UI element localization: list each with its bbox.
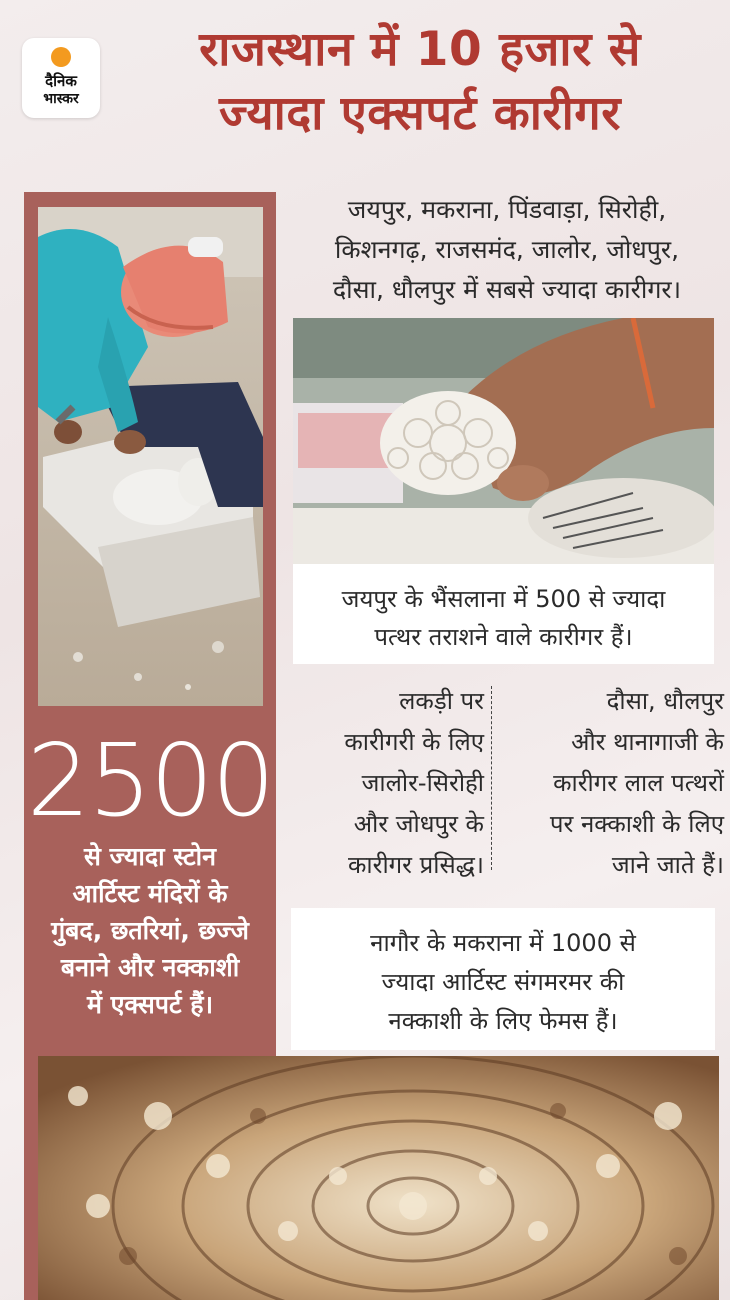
text-line: कारीगर लाल पत्थरों [553, 769, 724, 797]
text-line: दौसा, धौलपुर [606, 687, 724, 715]
stat-line: से ज्यादा स्टोन [83, 842, 216, 871]
stat-description [30, 838, 270, 1023]
artist-count: 2500 [26, 722, 274, 839]
text-line: जालोर-सिरोही [361, 769, 484, 797]
text-line: जाने जाते हैं। [611, 851, 724, 879]
column-divider [491, 686, 492, 870]
wood-carving-note [290, 681, 484, 886]
headline [115, 18, 725, 146]
stat-line: में एक्सपर्ट हैं। [86, 990, 214, 1019]
headline-line2: ज्यादा एक्सपर्ट कारीगर [218, 86, 621, 141]
bhainslana-info-box [293, 564, 714, 664]
carved-temple-ceiling-photo [38, 1056, 719, 1300]
text-line: नागौर के मकराना में 1000 से [370, 929, 636, 957]
stat-line: बनाने और नक्काशी [60, 953, 240, 982]
dainik-bhaskar-logo [22, 38, 100, 118]
makrana-info-box [291, 908, 715, 1050]
text-line: किशनगढ़, राजसमंद, जालोर, जोधपुर, [334, 235, 680, 264]
text-line: जयपुर, मकराना, पिंडवाड़ा, सिरोही, [347, 195, 667, 224]
text-line: जयपुर के भैंसलाना में 500 से ज्यादा [341, 585, 666, 613]
text-line: पर नक्काशी के लिए [549, 810, 724, 838]
sun-icon [51, 47, 71, 67]
headline-line1: राजस्थान में 10 हजार से [199, 22, 641, 77]
text-line: और थानागाजी के [571, 728, 724, 756]
text-line: दौसा, धौलपुर में सबसे ज्यादा कारीगर। [332, 275, 682, 304]
red-stone-note [498, 681, 724, 886]
stat-line: आर्टिस्ट मंदिरों के [72, 879, 228, 908]
logo-text-line2: भास्कर [43, 91, 79, 107]
logo-text-line1: दैनिक [45, 72, 77, 90]
text-line: ज्यादा आर्टिस्ट संगमरमर की [381, 968, 625, 996]
text-line: पत्थर तराशने वाले कारीगर हैं। [374, 623, 633, 651]
stat-line: गुंबद, छतरियां, छज्जे [51, 916, 249, 945]
carved-marble-ball-photo [293, 318, 714, 564]
text-line: कारीगर प्रसिद्ध। [347, 851, 484, 879]
stone-carver-photo [38, 207, 263, 706]
text-line: लकड़ी पर [399, 687, 484, 715]
text-line: नक्काशी के लिए फेमस हैं। [388, 1007, 618, 1035]
top-cities-text [292, 190, 722, 310]
text-line: कारीगरी के लिए [344, 728, 484, 756]
text-line: और जोधपुर के [353, 810, 484, 838]
